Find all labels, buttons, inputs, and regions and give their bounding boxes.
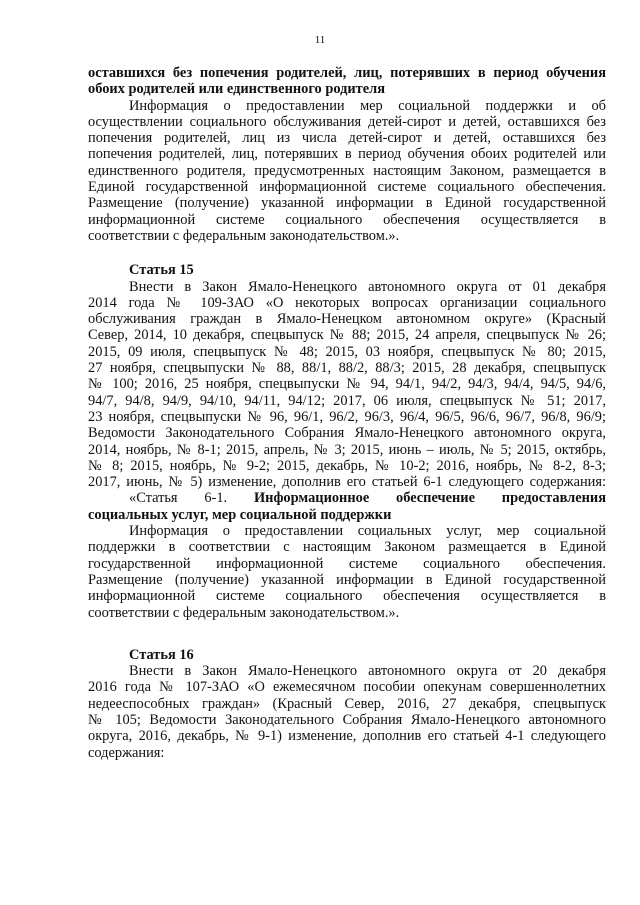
page-body [88, 65, 606, 761]
text-line: 2017, июнь, № 5) изменение, дополнив его статьей 6-1 следующего содержания: [88, 474, 606, 491]
text-line: Информация о предоставлении социальных услуг, мер социальной [129, 523, 606, 540]
text-line: информационной системе социального обеспечения осуществляется в [88, 211, 606, 228]
text-line: обслуживания граждан в Ямало-Ненецком автономном округе» (Красный [88, 311, 606, 328]
text-line: Внести в Закон Ямало-Ненецкого автономного округа от 01 декабря [129, 278, 606, 295]
text-line: Внести в Закон Ямало-Ненецкого автономного округа от 20 декабря [129, 663, 606, 680]
text-line: Информация о предоставлении мер социальной поддержки и об [129, 97, 606, 114]
paragraph-info-orphans [88, 98, 606, 245]
text-line: Размещение (получение) указанной информации в Единой государственной [88, 571, 606, 588]
text-line: 2014, ноябрь, № 8-1; 2015, апрель, № 3; 2015, июнь – июль, № 5; 2015, октябрь, [88, 441, 606, 458]
text-line: № 100; 2016, 25 ноября, спецвыпуски № 94, 94/1, 94/2, 94/3, 94/4, 94/5, 94/6, [88, 376, 606, 393]
text-line: соответствии с федеральным законодательством.». [88, 604, 400, 621]
text-line: соответствии с федеральным законодательством.». [88, 227, 400, 244]
text-line: содержания: [88, 744, 165, 761]
new-article-bold-title: Информационное обеспечение предоставления [253, 490, 606, 507]
text-line: 94/7, 94/8, 94/9, 94/10, 94/11, 94/12; 2017, 06 июля, спецвыпуск № 51; 2017, [88, 392, 606, 409]
text-line: Север, 2014, 10 декабря, спецвыпуск № 88; 2015, 24 апреля, спецвыпуск № 26; [88, 327, 606, 344]
text-line: Размещение (получение) указанной информации в Единой государственной [88, 195, 606, 212]
text-line: 27 ноября, спецвыпуски № 88, 88/1, 88/2, 88/3; 2015, 28 декабря, спецвыпуск [88, 360, 606, 377]
article-16-paragraph [88, 663, 606, 761]
text-line: информационной системе социального обеспечения осуществляется в [88, 588, 606, 605]
text-line: Ведомости Законодательного Собрания Ямало-Ненецкого автономного округа, [88, 425, 606, 442]
article-16-title: Статья 16 [129, 646, 194, 663]
text-line: единственного родителя, предусмотренных настоящим Законом, размещается в [88, 162, 606, 179]
text-line: 2014 года № 109-ЗАО «О некоторых вопросах организации социального [88, 294, 606, 311]
text-line: попечения родителей, лиц, потерявших в период обучения обоих родителей или [88, 146, 606, 163]
text-line: недееспособных граждан» (Красный Север, 2016, 27 декабря, спецвыпуск [88, 695, 606, 712]
article-6-1-paragraph [88, 523, 606, 621]
text-line: государственной информационной системе социального обеспечения. [88, 555, 606, 572]
text-line: 23 ноября, спецвыпуски № 96, 96/1, 96/2, 96/3, 96/4, 96/5, 96/6, 96/7, 96/8, 96/9; [88, 408, 606, 425]
heading-continuation-line: оставшихся без попечения родителей, лиц, потерявших в период обучения [88, 65, 606, 81]
new-article-6-1-heading [88, 490, 606, 506]
article-15-title: Статья 15 [129, 262, 194, 279]
text-line: 2016 года № 107-ЗАО «О ежемесячном пособии опекунам совершеннолетних [88, 679, 606, 696]
page-number: 11 [314, 34, 326, 46]
text-line: 2015, 09 июля, спецвыпуск № 48; 2015, 03 ноября, спецвыпуск № 80; 2015, [88, 343, 606, 360]
text-line: № 105; Ведомости Законодательного Собрания Ямало-Ненецкого автономного [88, 711, 606, 728]
text-line: № 8; 2015, ноябрь, № 9-2; 2015, декабрь, № 10-2; 2016, ноябрь, № 8-2, 8-3; [88, 457, 606, 474]
new-article-bold-title-cont: социальных услуг, мер социальной поддержки [88, 506, 392, 523]
heading-continuation-line: обоих родителей или единственного родителя [88, 81, 385, 98]
new-article-prefix: «Статья 6-1. [129, 490, 228, 507]
text-line: Единой государственной информационной системе социального обеспечения. [88, 179, 606, 196]
text-line: округа, 2016, декабрь, № 9-1) изменение, дополнив его статьей 4-1 следующего [88, 728, 606, 745]
text-line: попечения родителей, лиц из числа детей-сирот и детей, оставшихся без [88, 130, 606, 147]
article-15-paragraph [88, 279, 606, 491]
text-line: поддержки в соответствии с настоящим Законом размещается в Единой [88, 539, 606, 556]
text-line: осуществлении социального обслуживания детей-сирот и детей, оставшихся без [88, 113, 606, 130]
